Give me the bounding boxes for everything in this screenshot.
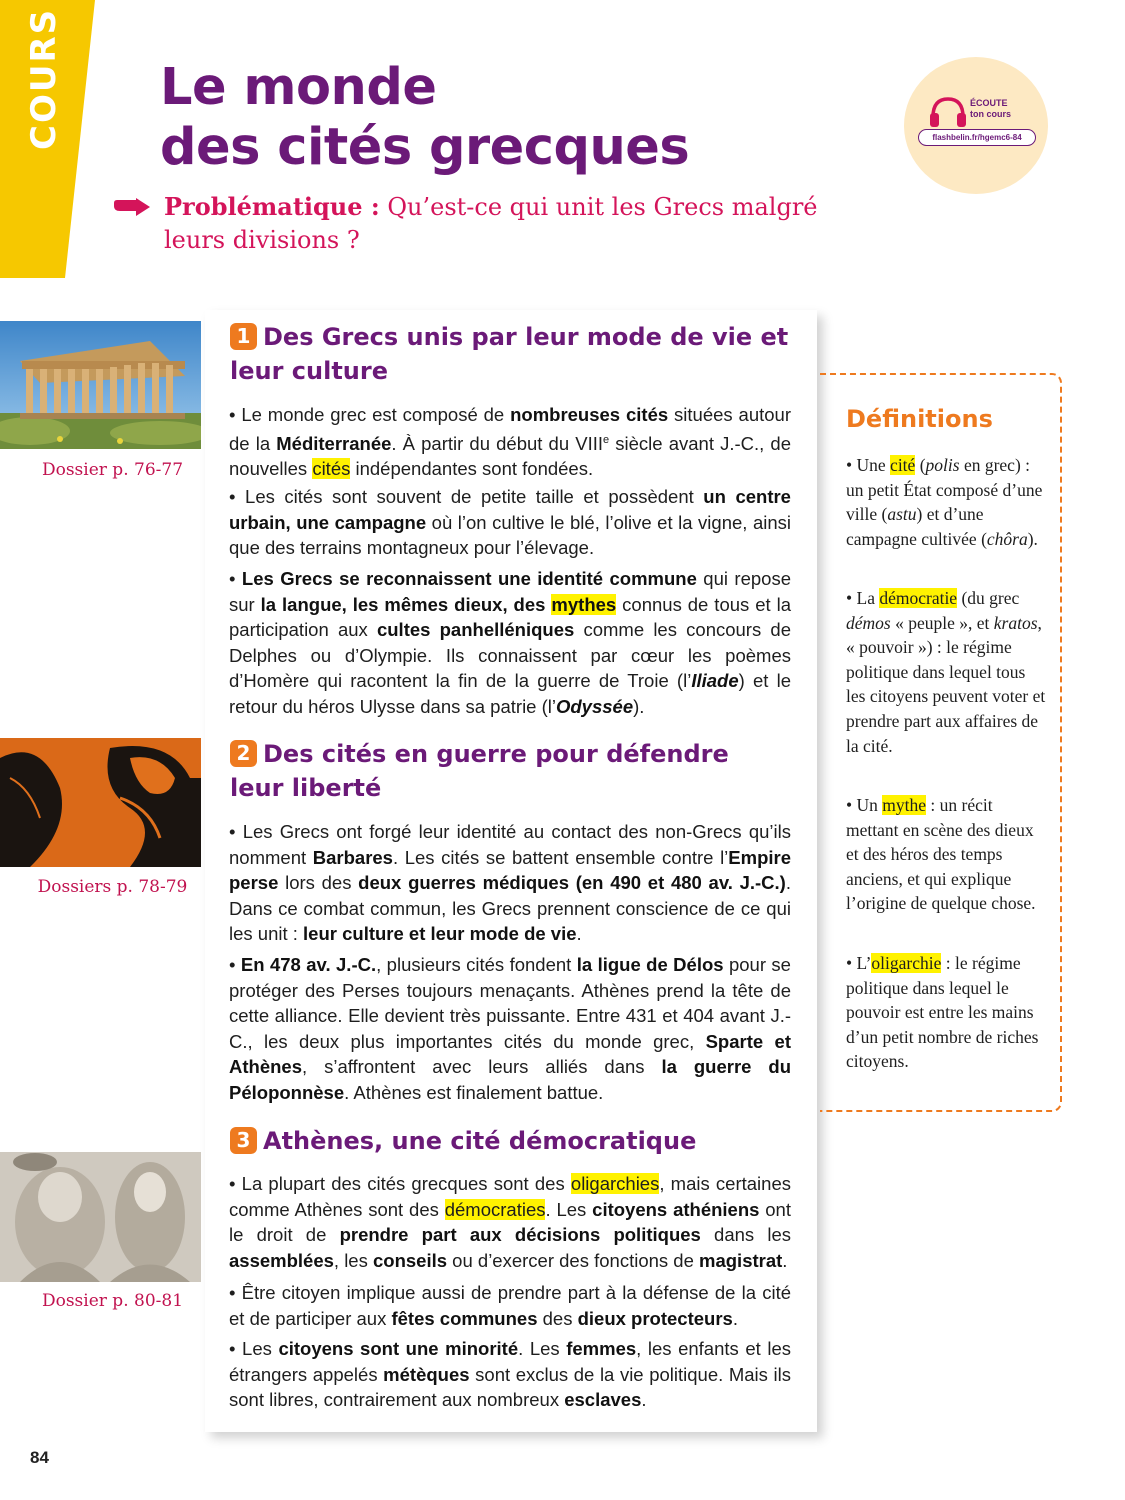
image-caption-3[interactable]: Dossier p. 80-81 <box>41 1291 184 1311</box>
temple-image <box>0 321 201 449</box>
section-title-1 <box>230 320 790 388</box>
section-number-badge: 2 <box>230 740 257 767</box>
section-title-text: Des cités en guerre pour défendre leur liberté <box>230 740 729 802</box>
definition-mythe: • Un mythe : un récit mettant en scène des dieux et des héros des temps anciens, et qui explique l’origine de quelque chose. <box>846 795 1036 914</box>
section-3-paragraph-1: • La plupart des cités grecques sont des oligarchies, mais certaines comme Athènes sont des démocraties. Les citoyens athéniens ont le droit de prendre part aux décisions politiques dans les assemblées, les conseils ou d’exercer des fonctions de magistrat. <box>229 1173 792 1271</box>
section-3-paragraph-2: • Être citoyen implique aussi de prendre part à la défense de la cité et de participer aux fêtes communes des dieux protecteurs. <box>229 1282 791 1329</box>
vase-image <box>0 738 201 867</box>
page-title-line-2: des cités grecques <box>160 118 690 177</box>
page-title <box>160 58 689 178</box>
headphones-icon <box>928 95 968 129</box>
section-1-paragraph-3: • Les Grecs se reconnaissent une identité commune qui repose sur la langue, les mêmes dieux, des mythes connus de tous et la participation aux cultes panhelléniques comme les concours de Delphes ou d’Olympie. Ils connaissent par cœur les poèmes d’Homère qui racontent la fin de la guerre de Troie (l’Iliade) et le retour du héros Ulysse dans sa patrie (l’Odyssée). <box>229 568 792 717</box>
definition-democratie: • La démocratie (du grec démos « peuple », et kratos, « pouvoir ») : le régime politique dans lequel tous les citoyens peuvent voter et prendre part aux affaires de la cité. <box>846 588 1046 756</box>
audio-label-line-2: ton cours <box>970 109 1012 119</box>
audio-label-line-1: ÉCOUTE <box>970 98 1008 108</box>
vase-photo <box>0 738 201 867</box>
audio-label <box>970 98 1011 120</box>
relief-photo <box>0 1152 201 1282</box>
definition-cite: • Une cité (polis en grec) : un petit État composé d’une ville (astu) et d’une campagne cultivée (chôra). <box>846 455 1043 549</box>
section-2-paragraph-2: • En 478 av. J.-C., plusieurs cités fondent la ligue de Délos pour se protéger des Perses toujours menaçants. Athènes prend la tête de cette alliance. Elle devient très puissante. Entre 431 et 404 avant J.-C., les deux plus importantes cités du monde grec, Sparte et Athènes, s’affrontent avec leurs alliés dans la guerre du Péloponnèse. Athènes est finalement battue. <box>229 954 791 1103</box>
audio-url-link[interactable]: flashbelin.fr/hgemc6-84 <box>918 129 1036 146</box>
section-3-paragraph-3: • Les citoyens sont une minorité. Les femmes, les enfants et les étrangers appelés métèques sont exclus de la vie politique. Mais ils sont libres, contrairement aux nombreux esclaves. <box>229 1338 791 1410</box>
definition-oligarchie: • L’oligarchie : le régime politique dans lequel le pouvoir est entre les mains d’un petit nombre de riches citoyens. <box>846 953 1039 1072</box>
image-caption-2[interactable]: Dossiers p. 78-79 <box>37 877 188 897</box>
temple-photo <box>0 321 201 449</box>
section-title-3 <box>230 1124 790 1158</box>
audio-course-badge[interactable] <box>904 57 1048 194</box>
section-number-badge: 3 <box>230 1127 257 1154</box>
page-title-line-1: Le monde <box>160 58 437 117</box>
section-number-badge: 1 <box>230 323 257 350</box>
section-title-text: Athènes, une cité démocratique <box>263 1127 697 1155</box>
image-caption-1[interactable]: Dossier p. 76-77 <box>41 460 184 480</box>
relief-image <box>0 1152 201 1282</box>
cours-label: COURS <box>24 7 64 150</box>
problematique-label: Problématique : <box>164 192 380 221</box>
arrow-right-icon <box>112 198 152 216</box>
section-2-paragraph-1: • Les Grecs ont forgé leur identité au contact des non-Grecs qu’ils nomment Barbares. Les cités se battent ensemble contre l’Empire perse lors des deux guerres médiques (en 490 et 480 av. J.-C.). Dans ce combat commun, les Grecs prennent conscience de ce qui les unit : leur culture et leur mode de vie. <box>229 821 792 944</box>
page-number: 84 <box>30 1448 49 1467</box>
definitions-title: Définitions <box>846 405 993 433</box>
section-1-paragraph-2: • Les cités sont souvent de petite taille et possèdent un centre urbain, une campagne où l’on cultive le blé, l’olive et la vigne, ainsi que des terrains montagneux pour l’élevage. <box>229 486 791 558</box>
section-title-2 <box>230 737 790 805</box>
problematique-question: Qu’est-ce qui unit les Grecs malgré leurs divisions ? <box>164 193 818 254</box>
problematique <box>112 190 842 257</box>
section-title-text: Des Grecs unis par leur mode de vie et leur culture <box>230 323 789 385</box>
section-1-paragraph-1: • Le monde grec est composé de nombreuses cités situées autour de la Méditerranée. À partir du début du VIIIe siècle avant J.-C., de nouvelles cités indépendantes sont fondées. <box>229 404 791 480</box>
